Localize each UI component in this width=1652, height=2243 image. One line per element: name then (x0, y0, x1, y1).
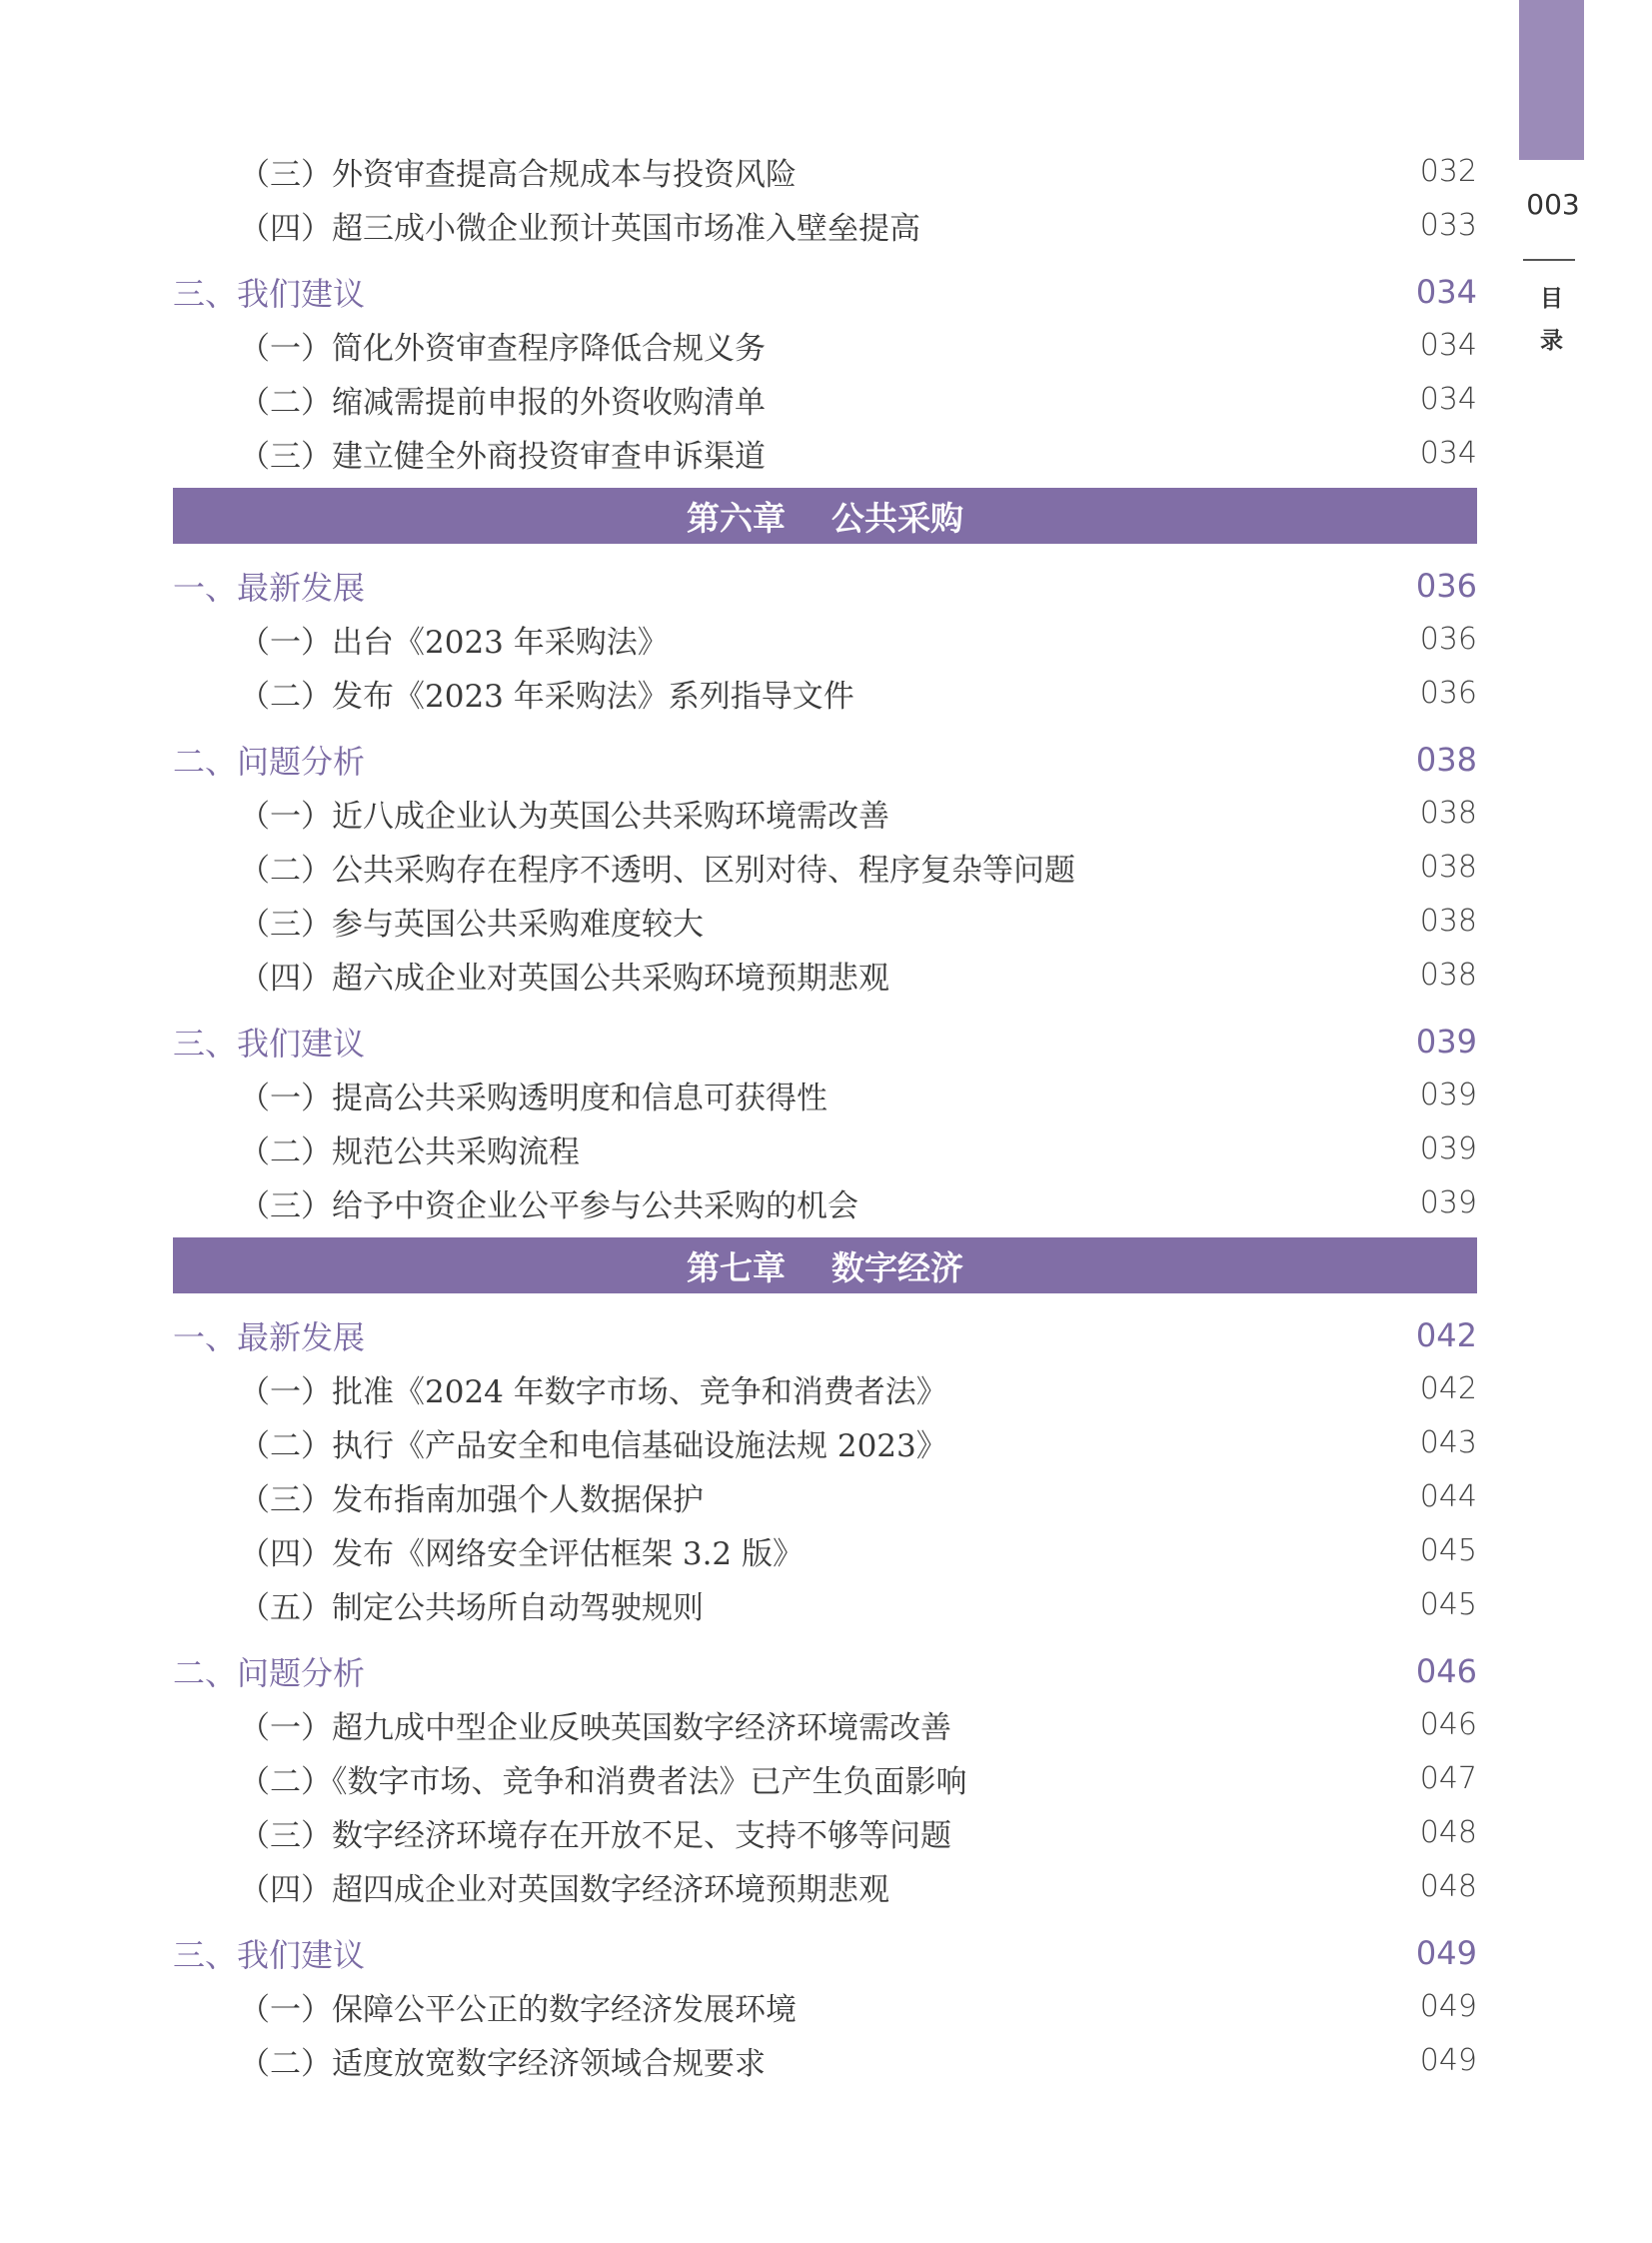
toc-entry-title: （一）保障公平公正的数字经济发展环境 (239, 1991, 797, 2028)
chapter-heading[interactable]: 第六章 公共采购 (173, 488, 1477, 544)
side-label (1519, 278, 1584, 362)
toc-entry-page: 034 (1419, 381, 1477, 417)
toc-entry-page: 039 (1419, 1130, 1477, 1166)
toc-entry[interactable] (173, 1859, 1477, 1913)
toc-entry-page: 039 (1419, 1077, 1477, 1113)
toc-entry-page: 042 (1419, 1370, 1477, 1406)
toc-entry-title: （二）发布《2023 年采购法》系列指导文件 (239, 678, 854, 715)
toc-entry[interactable] (173, 1415, 1477, 1469)
toc-entry-title: （三）数字经济环境存在开放不足、支持不够等问题 (239, 1817, 951, 1854)
toc-entry-title: （三）给予中资企业公平参与公共采购的机会 (239, 1187, 858, 1224)
side-label-char-1: 目 (1540, 286, 1563, 312)
toc-entry-title: 一、最新发展 (173, 569, 366, 607)
toc-entry[interactable] (173, 1469, 1477, 1523)
toc-entry-page: 034 (1415, 273, 1477, 311)
side-tab-block (1519, 0, 1584, 160)
toc-entry-page: 032 (1419, 153, 1477, 189)
toc-entry-title: （一）出台《2023 年采购法》 (239, 624, 669, 661)
toc-entry[interactable] (173, 1175, 1477, 1229)
toc-entry-title: （二）规范公共采购流程 (239, 1133, 580, 1170)
toc-entry-page: 039 (1419, 1184, 1477, 1220)
toc-entry[interactable] (173, 786, 1477, 840)
toc-entry-title: （三）参与英国公共采购难度较大 (239, 906, 704, 943)
toc-entry-title: 二、问题分析 (173, 743, 366, 781)
toc-entry-page: 034 (1419, 435, 1477, 471)
toc-entry-page: 036 (1419, 675, 1477, 711)
toc-entry-page: 045 (1419, 1532, 1477, 1568)
toc-entry-title: 三、我们建议 (173, 1936, 366, 1974)
toc-section[interactable] (173, 560, 1477, 612)
toc-entry-title: （一）批准《2024 年数字市场、竞争和消费者法》 (239, 1373, 947, 1410)
toc-entry-page: 048 (1419, 1868, 1477, 1904)
page-number: 003 (1526, 188, 1580, 221)
toc-entry-page: 046 (1419, 1706, 1477, 1742)
toc-entry-page: 036 (1419, 621, 1477, 657)
toc-entry-title: （四）发布《网络安全评估框架 3.2 版》 (239, 1535, 805, 1572)
toc-entry-title: 一、最新发展 (173, 1318, 366, 1356)
toc-entry[interactable] (173, 144, 1477, 198)
toc-entry[interactable] (173, 372, 1477, 426)
toc-entry[interactable] (173, 198, 1477, 252)
toc-entry[interactable] (173, 1751, 1477, 1805)
toc-entry-page: 033 (1419, 207, 1477, 243)
toc-section[interactable] (173, 1927, 1477, 1979)
toc-entry-title: （一）简化外资审查程序降低合规义务 (239, 330, 766, 367)
toc-entry-title: （四）超三成小微企业预计英国市场准入壁垒提高 (239, 210, 920, 247)
toc-entry[interactable] (173, 1122, 1477, 1175)
toc-entry[interactable] (173, 894, 1477, 948)
toc-entry[interactable] (173, 840, 1477, 894)
toc-section[interactable] (173, 1016, 1477, 1068)
toc-entry-page: 046 (1415, 1652, 1477, 1690)
toc-entry[interactable] (173, 1523, 1477, 1577)
toc-entry-page: 039 (1415, 1023, 1477, 1061)
toc-entry-title: （二）公共采购存在程序不透明、区别对待、程序复杂等问题 (239, 852, 1075, 889)
toc-entry[interactable] (173, 666, 1477, 720)
toc-entry-title: （三）建立健全外商投资审查申诉渠道 (239, 438, 766, 475)
toc-section[interactable] (173, 1309, 1477, 1361)
toc-entry[interactable] (173, 1577, 1477, 1631)
toc-entry-title: （一）近八成企业认为英国公共采购环境需改善 (239, 798, 889, 835)
toc-entry-page: 047 (1419, 1760, 1477, 1796)
toc-entry-page: 036 (1415, 567, 1477, 605)
toc-entry[interactable] (173, 1697, 1477, 1751)
toc-entry-page: 049 (1419, 1988, 1477, 2024)
toc-entry-title: 三、我们建议 (173, 1025, 366, 1063)
toc-section[interactable] (173, 734, 1477, 786)
toc-entry-page: 034 (1419, 327, 1477, 363)
table-of-contents (173, 144, 1477, 2087)
toc-entry-page: 049 (1419, 2042, 1477, 2078)
toc-entry-title: （二）《数字市场、竞争和消费者法》已产生负面影响 (239, 1763, 967, 1800)
toc-entry-page: 038 (1419, 795, 1477, 831)
toc-section[interactable] (173, 266, 1477, 318)
toc-entry-page: 044 (1419, 1478, 1477, 1514)
toc-entry-title: （五）制定公共场所自动驾驶规则 (239, 1589, 704, 1626)
toc-entry-title: （三）发布指南加强个人数据保护 (239, 1481, 704, 1518)
chapter-heading[interactable]: 第七章 数字经济 (173, 1237, 1477, 1293)
toc-entry[interactable] (173, 612, 1477, 666)
toc-entry[interactable] (173, 1068, 1477, 1122)
toc-entry[interactable] (173, 1805, 1477, 1859)
toc-entry-page: 042 (1415, 1316, 1477, 1354)
toc-entry[interactable] (173, 948, 1477, 1002)
toc-entry-page: 038 (1415, 741, 1477, 779)
toc-entry-page: 049 (1415, 1934, 1477, 1972)
toc-entry-page: 048 (1419, 1814, 1477, 1850)
toc-section[interactable] (173, 1645, 1477, 1697)
toc-entry-page: 043 (1419, 1424, 1477, 1460)
toc-entry-title: （二）缩减需提前申报的外资收购清单 (239, 384, 766, 421)
toc-entry-page: 038 (1419, 849, 1477, 885)
toc-entry-title: （四）超六成企业对英国公共采购环境预期悲观 (239, 960, 889, 997)
toc-entry-title: （二）执行《产品安全和电信基础设施法规 2023》 (239, 1427, 947, 1464)
toc-entry-page: 038 (1419, 903, 1477, 939)
toc-entry[interactable] (173, 318, 1477, 372)
toc-entry-title: （三）外资审查提高合规成本与投资风险 (239, 156, 797, 193)
side-label-char-2: 录 (1540, 328, 1563, 354)
side-divider (1523, 259, 1575, 261)
toc-entry-title: （四）超四成企业对英国数字经济环境预期悲观 (239, 1871, 889, 1908)
toc-entry-title: 三、我们建议 (173, 275, 366, 313)
toc-entry[interactable] (173, 2033, 1477, 2087)
toc-entry-title: （一）超九成中型企业反映英国数字经济环境需改善 (239, 1709, 951, 1746)
toc-entry-title: （一）提高公共采购透明度和信息可获得性 (239, 1080, 827, 1117)
toc-entry[interactable] (173, 1361, 1477, 1415)
toc-entry[interactable] (173, 426, 1477, 480)
toc-entry-title: 二、问题分析 (173, 1654, 366, 1692)
toc-entry-page: 038 (1419, 957, 1477, 993)
toc-entry[interactable] (173, 1979, 1477, 2033)
toc-entry-title: （二）适度放宽数字经济领域合规要求 (239, 2045, 766, 2082)
toc-entry-page: 045 (1419, 1586, 1477, 1622)
